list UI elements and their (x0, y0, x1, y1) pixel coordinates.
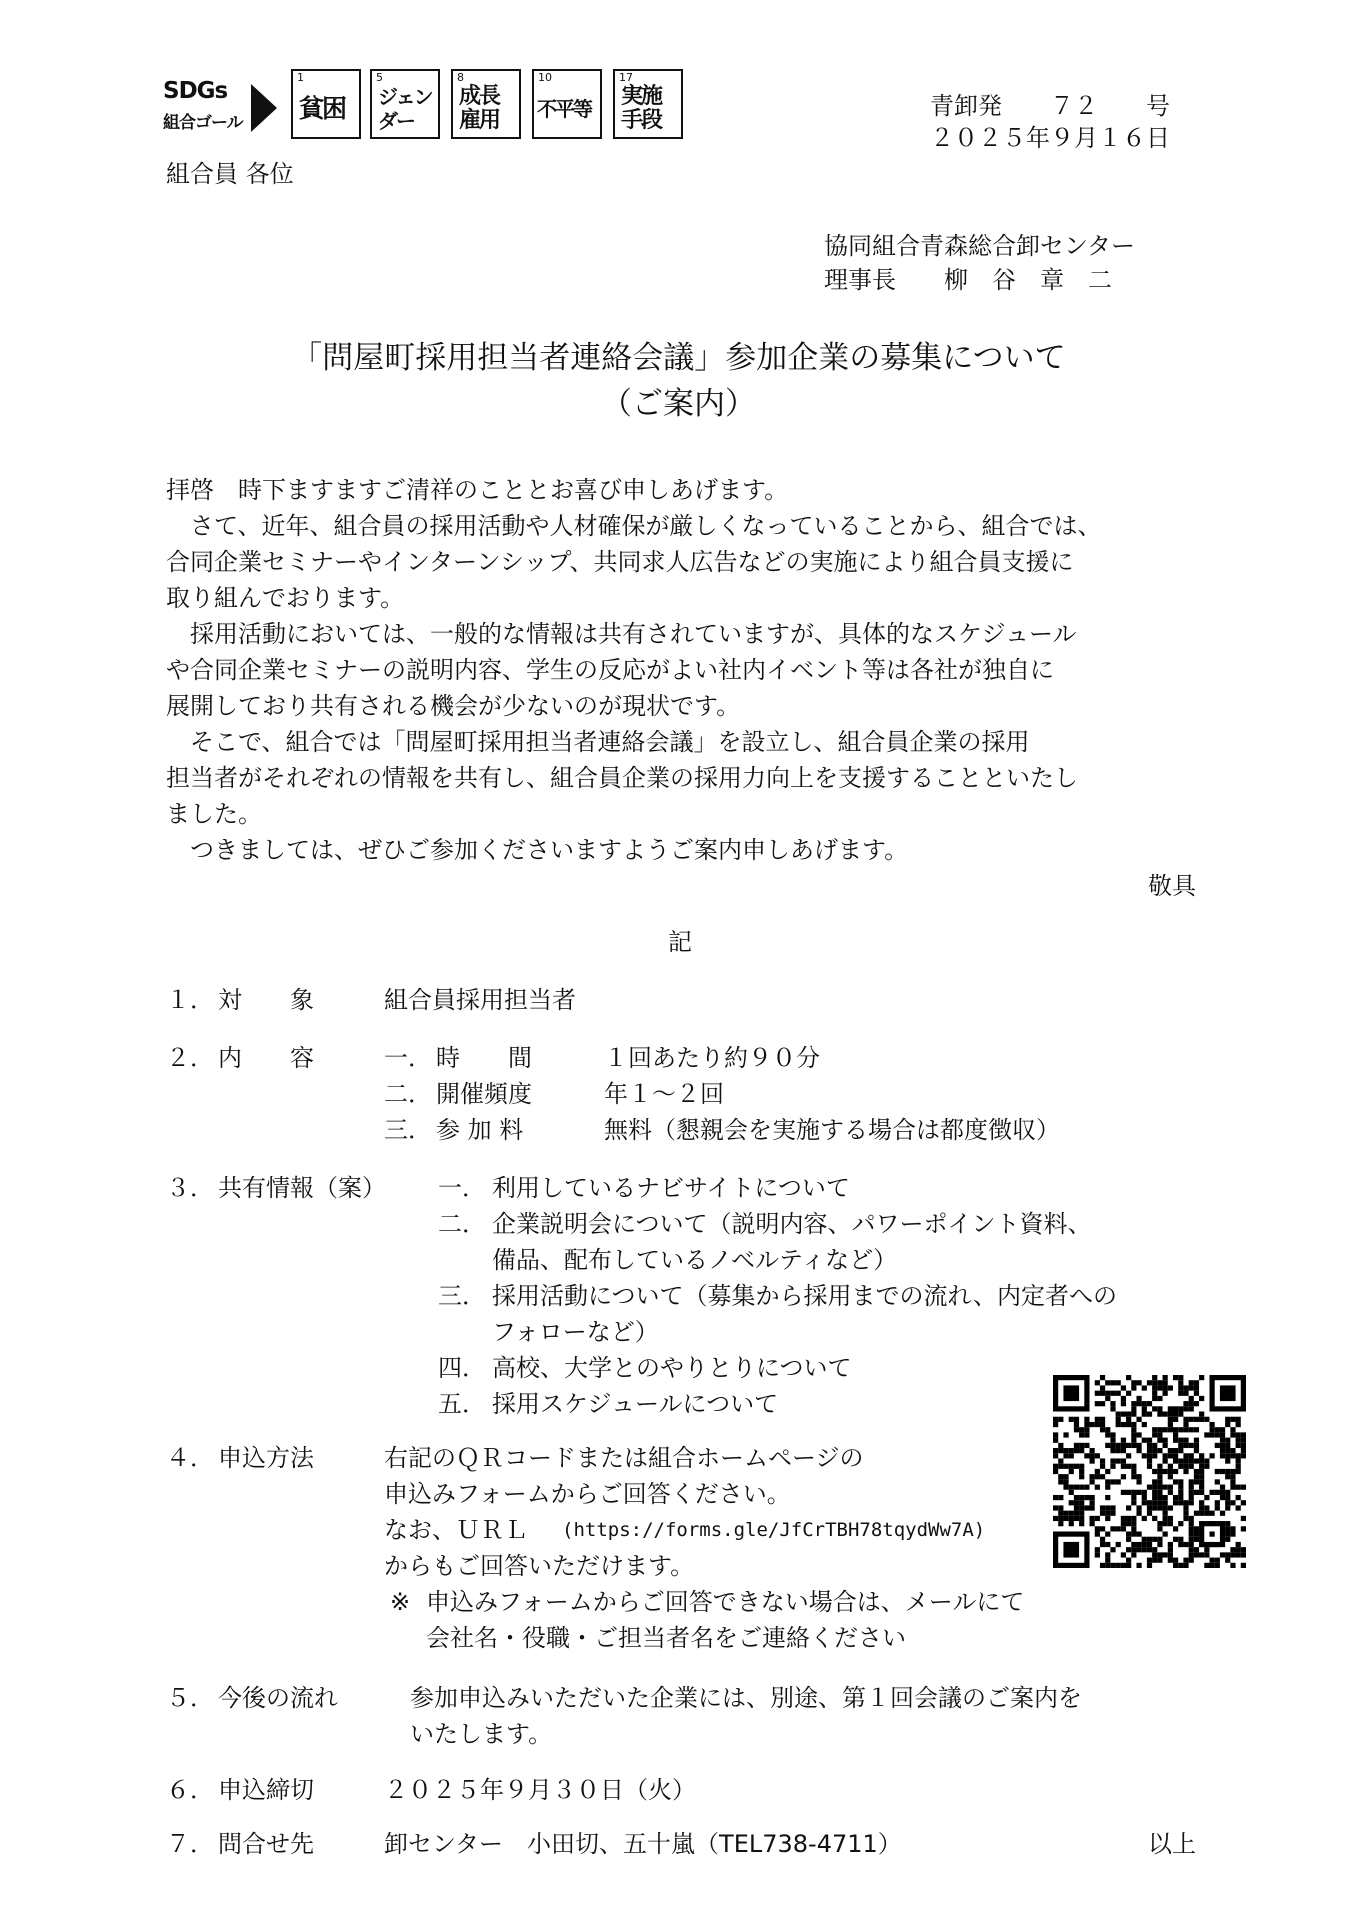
body-line: そこで、組合では「問屋町採用担当者連絡会議」を設立し、組合員企業の採用 (166, 728, 1030, 756)
recipient: 組合員 各位 (166, 160, 294, 188)
body-line: 取り組んでおります。 (166, 584, 405, 612)
goal-label: 貧困 (299, 94, 346, 123)
sdg-goal-10-badge (532, 69, 602, 139)
body-line: や合同企業セミナーの説明内容、学生の反応がよい社内イベント等は各社が独自に (166, 656, 1054, 684)
apply-method-line: からもご回答いただけます。 (384, 1552, 695, 1580)
sub-text: 採用活動について（募集から採用までの流れ、内定者への (492, 1282, 1117, 1310)
contact-text: 卸センター 小田切、五十嵐（TEL738-4711） (384, 1830, 902, 1858)
item-number: １． (166, 986, 214, 1014)
sub-text-continued: 備品、配布しているノベルティなど） (492, 1246, 898, 1274)
next-steps-line: 参加申込みいただいた企業には、別途、第１回会議のご案内を (410, 1684, 1082, 1712)
goal-number: 10 (538, 71, 552, 84)
item-number: ４． (166, 1444, 214, 1472)
body-line: さて、近年、組合員の採用活動や人材確保が厳しくなっていることから、組合では、 (166, 512, 1102, 540)
goal-number: 1 (297, 71, 304, 84)
item-number: ２． (166, 1044, 214, 1072)
sdg-goal-5-badge (370, 69, 440, 139)
next-steps-line: いたします。 (410, 1720, 553, 1748)
document-subtitle: （ご案内） (601, 386, 756, 422)
item-text: 組合員採用担当者 (384, 986, 576, 1014)
sdg-goal-8-badge (451, 69, 521, 139)
sender-name: 理事長 柳 谷 章 二 (824, 266, 1112, 294)
goal-label: 成長 雇用 (459, 84, 500, 133)
note-line: 申込みフォームからご回答できない場合は、メールにて (426, 1588, 1025, 1616)
sub-text: 採用スケジュールについて (492, 1390, 779, 1418)
goal-label: 不平等 (537, 97, 591, 121)
sub-number: 一． (384, 1044, 432, 1072)
goal-number: 8 (457, 71, 464, 84)
sub-number: 一． (438, 1174, 486, 1202)
document-date: ２０２５年９月１６日 (930, 124, 1170, 152)
sub-text-continued: フォローなど） (492, 1318, 659, 1346)
item-label: 内 容 (218, 1044, 314, 1072)
sub-number: 五． (438, 1390, 486, 1418)
body-line: 担当者がそれぞれの情報を共有し、組合員企業の採用力向上を支援することといたし (166, 764, 1078, 792)
body-line: 合同企業セミナーやインターンシップ、共同求人広告などの実施により組合員支援に (166, 548, 1074, 576)
sdgs-logo-line2: 組合ゴール (163, 113, 243, 133)
item-number: ６． (166, 1776, 214, 1804)
item-label: 対 象 (218, 986, 314, 1014)
sub-number: 二． (438, 1210, 486, 1238)
sub-number: 四． (438, 1354, 486, 1382)
sdgs-logo-line1: SDGs (163, 78, 228, 104)
sub-number: 三． (384, 1116, 432, 1144)
document-title: 「問屋町採用担当者連絡会議」参加企業の募集について (291, 340, 1066, 376)
form-url-link[interactable]: (https://forms.gle/JfCrTBH78tqydWw7A) (562, 1519, 986, 1541)
ki-heading: 記 (668, 928, 692, 956)
sub-value: 無料（懇親会を実施する場合は都度徴収） (604, 1116, 1060, 1144)
item-label: 申込締切 (218, 1776, 314, 1804)
sub-key: 開催頻度 (436, 1080, 532, 1108)
sdg-goal-1-badge (291, 69, 361, 139)
item-label: 今後の流れ (218, 1684, 338, 1712)
sub-text: 企業説明会について（説明内容、パワーポイント資料、 (492, 1210, 1092, 1238)
body-line: 拝啓 時下ますますご清祥のこととお喜び申しあげます。 (166, 476, 789, 504)
note-mark: ※ (390, 1588, 411, 1616)
body-line: 採用活動においては、一般的な情報は共有されていますが、具体的なスケジュール (166, 620, 1077, 648)
item-number: ５． (166, 1684, 214, 1712)
document-number: 青卸発 ７２ 号 (930, 92, 1170, 120)
goal-number: 5 (376, 71, 383, 84)
note-line: 会社名・役職・ご担当者名をご連絡ください (426, 1624, 906, 1652)
qr-code-icon[interactable] (1053, 1375, 1246, 1568)
item-label: 共有情報（案） (218, 1174, 386, 1202)
sub-text: 高校、大学とのやりとりについて (492, 1354, 852, 1382)
sub-key: 参 加 料 (436, 1116, 524, 1144)
arrow-right-icon (251, 84, 277, 132)
sender-organization: 協同組合青森総合卸センター (824, 232, 1136, 260)
apply-method-line: 右記のＱＲコードまたは組合ホームページの (384, 1444, 864, 1472)
deadline-text: ２０２５年９月３０日（火） (384, 1776, 696, 1804)
sub-value: １回あたり約９０分 (604, 1044, 820, 1072)
item-number: ７． (166, 1830, 214, 1858)
goal-number: 17 (619, 71, 633, 84)
sub-value: 年１～２回 (604, 1080, 724, 1108)
item-number: ３． (166, 1174, 214, 1202)
goal-label: 実施 手段 (621, 84, 662, 133)
apply-method-line: なお、ＵＲＬ (384, 1516, 528, 1544)
sub-text: 利用しているナビサイトについて (492, 1174, 850, 1202)
sub-number: 三． (438, 1282, 486, 1310)
sdg-goal-17-badge (613, 69, 683, 139)
sdgs-logo (163, 78, 285, 134)
sub-key: 時 間 (436, 1044, 532, 1072)
body-line: つきましては、ぜひご参加くださいますようご案内申しあげます。 (166, 836, 909, 864)
goal-label: ジェン ダー (378, 85, 432, 133)
sub-number: 二． (384, 1080, 432, 1108)
body-line: 展開しており共有される機会が少ないのが現状です。 (166, 692, 741, 720)
closing-keigu: 敬具 (1148, 872, 1196, 900)
apply-method-line: 申込みフォームからご回答ください。 (384, 1480, 791, 1508)
item-label: 問合せ先 (218, 1830, 314, 1858)
body-line: ました。 (166, 800, 262, 828)
end-mark: 以上 (1148, 1830, 1196, 1858)
item-label: 申込方法 (218, 1444, 314, 1472)
